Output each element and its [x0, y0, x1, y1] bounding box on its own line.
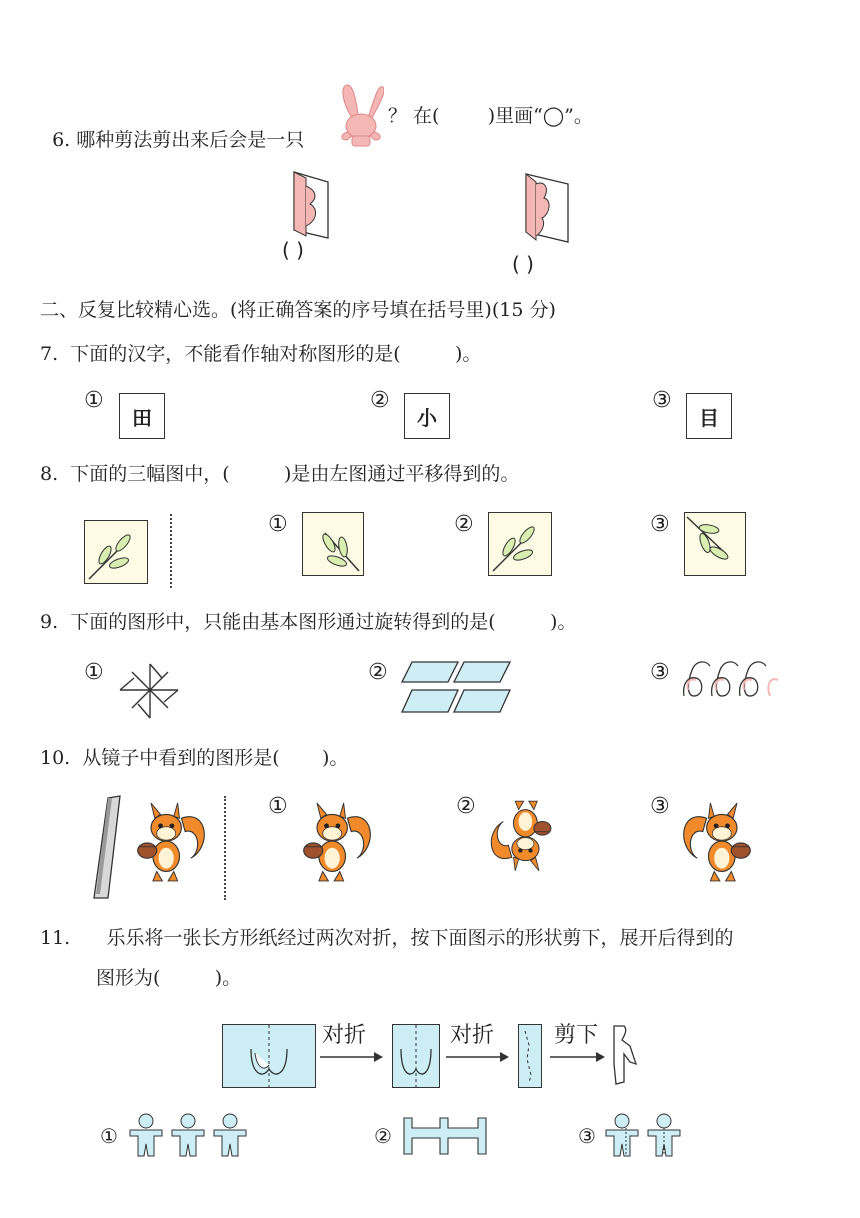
folded-paper-figure-2 [520, 170, 572, 244]
q9-option-3-num[interactable]: ③ [650, 660, 670, 685]
paper-dolls-option-2 [400, 1114, 490, 1158]
q11-step-paper-quarter [518, 1024, 542, 1088]
q11-option-3-num[interactable]: ③ [578, 1124, 596, 1148]
loop-pattern-figure [680, 656, 782, 702]
paper-dolls-option-1 [126, 1112, 252, 1158]
q11-text-line2: 图形为( )。 [96, 967, 242, 989]
cut-shape-figure [610, 1024, 644, 1088]
squirrel-option-2-upside-down [488, 792, 556, 880]
q8-option-3-frame [684, 512, 746, 576]
q10-divider-line [224, 796, 226, 900]
q8-option-2-frame [488, 512, 552, 576]
q7-option-3-num[interactable]: ③ [652, 388, 672, 413]
q8-text: 8. 下面的三幅图中，( )是由左图通过平移得到的。 [40, 463, 520, 485]
q7-option-1-box: 田 [119, 393, 165, 439]
q11-step-paper-half [392, 1024, 440, 1088]
q6-text [40, 104, 304, 152]
q11-step-paper-full [222, 1024, 316, 1088]
q8-option-2-num[interactable]: ② [454, 512, 474, 537]
q7-option-2-box: 小 [404, 393, 450, 439]
q11-option-2-num[interactable]: ② [374, 1124, 392, 1148]
q10-option-2-num[interactable]: ② [456, 794, 476, 819]
q7-option-3-box: 目 [686, 393, 732, 439]
q10-option-3-num[interactable]: ③ [650, 794, 670, 819]
q11-step-label-1: 对折 [322, 1023, 367, 1048]
paper-dolls-option-3 [602, 1112, 686, 1158]
q11-step-label-3: 剪下 [554, 1023, 599, 1048]
q6-answer-paren-2[interactable]: ( ) [512, 252, 534, 276]
q8-divider-line [170, 514, 172, 588]
mirror-figure [88, 794, 124, 900]
q8-original-leaf-frame [84, 520, 148, 584]
leaf-sprig-icon [89, 533, 132, 579]
arrow-right-icon [446, 1050, 510, 1064]
section-2-heading: 二、反复比较精心选。(将正确答案的序号填在括号里)(15 分) [40, 299, 556, 321]
arrow-right-icon [320, 1050, 384, 1064]
squirrel-option-1 [298, 798, 374, 886]
q6-text-before: 6. 哪种剪法剪出来后会是一只 [52, 129, 305, 151]
q10-option-1-num[interactable]: ① [268, 794, 288, 819]
q7-option-2-num[interactable]: ② [370, 388, 390, 413]
rabbit-icon [338, 82, 384, 148]
q7-option-1-num[interactable]: ① [84, 388, 104, 413]
q9-text: 9. 下面的图形中，只能由基本图形通过旋转得到的是( )。 [40, 611, 577, 633]
parallelograms-figure [398, 660, 512, 716]
q10-text: 10. 从镜子中看到的图形是( )。 [40, 747, 349, 769]
q9-option-1-num[interactable]: ① [84, 660, 104, 685]
q11-step-label-2: 对折 [450, 1023, 495, 1048]
q8-option-3-num[interactable]: ③ [650, 512, 670, 537]
q6-text-after: ？ 在( )里画“◯”。 [388, 105, 593, 127]
q7-text: 7. 下面的汉字，不能看作轴对称图形的是( )。 [40, 343, 482, 365]
q11-option-1-num[interactable]: ① [100, 1124, 118, 1148]
arrow-right-icon [550, 1050, 606, 1064]
q8-option-1-frame [302, 512, 364, 576]
squirrel-option-3-mirrored [680, 798, 756, 886]
q9-option-2-num[interactable]: ② [368, 660, 388, 685]
q11-text-line1: 11. 乐乐将一张长方形纸经过两次对折，按下面图示的形状剪下，展开后得到的 [40, 927, 734, 949]
squirrel-original [132, 798, 208, 886]
folded-paper-figure-1 [288, 168, 340, 240]
pinwheel-figure [116, 660, 184, 720]
q8-option-1-num[interactable]: ① [268, 512, 288, 537]
q6-answer-paren-1[interactable]: ( ) [282, 238, 304, 262]
